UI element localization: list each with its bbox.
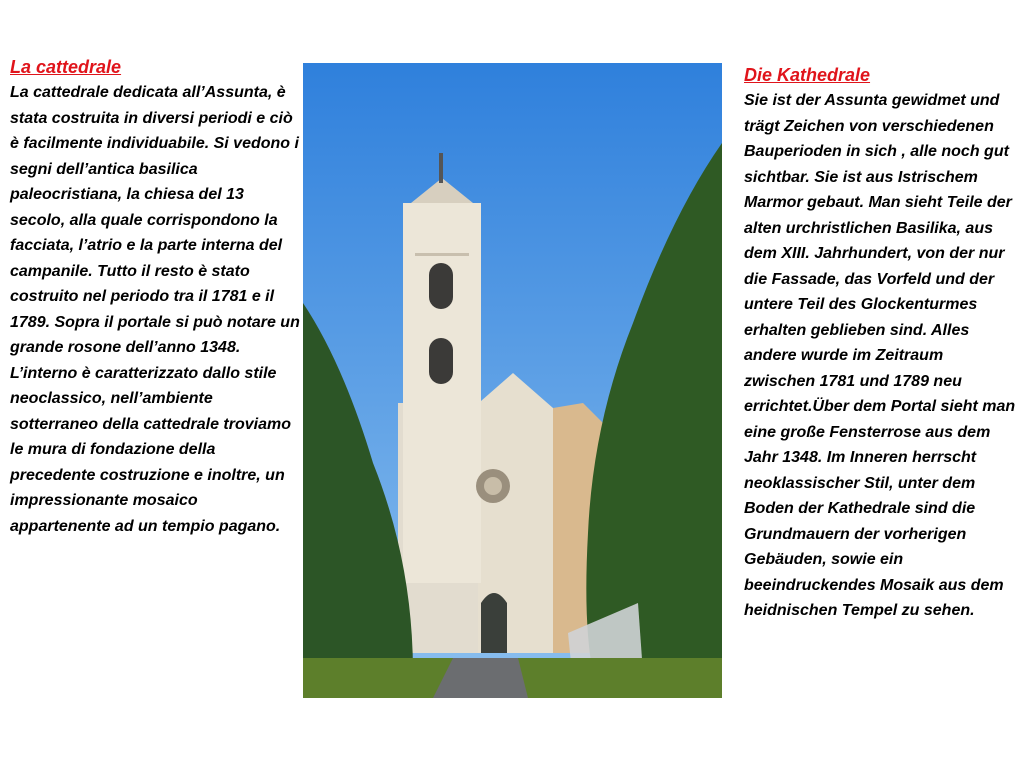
- german-paragraph: Sie ist der Assunta gewidmet und trägt Zeichen von verschiedenen Bauperioden in sich , alle noch gut sichtbar. Sie ist aus Istrischem Marmor gebaut. Man sieht Teile der alten urchristlichen Basilika, aus dem XIII. Jahrhundert, von der nur die Fassade, das Vorfeld und der untere Teil des Glockenturmes erhalten geblieben sind. Alles andere wurde im Zeitraum zwischen 1781 und 1789 neu errichtet.Über dem Portal sieht man eine große Fensterrose aus dem Jahr 1348. Im Inneren herrscht neoklassischer Stil, unter dem Boden der Kathedrale sind die Grundmauern der vorherigen Gebäuden, sowie ein beeindruckendes Mosaik aus dem heidnischen Tempel zu sehen.: [744, 92, 1016, 619]
- bell-tower: [403, 203, 481, 583]
- portal: [481, 593, 507, 653]
- italian-title: La cattedrale: [10, 57, 122, 77]
- italian-paragraph: La cattedrale dedicata all’Assunta, è stata costruita in diversi periodi e ciò è facilmente individuabile. Si vedono i segni dell’antica basilica paleocristiana, la chiesa del 13 secolo, alla quale corrispondono la facciata, l’atrio e la parte interna del campanile. Tutto il resto è stato costruito nel periodo tra il 1781 e il 1789. Sopra il portale si può notare un grande rosone dell’anno 1348. L’interno è caratterizzato dallo stile neoclassico, nell’ambiente sotterraneo della cattedrale troviamo le mura di fondazione della precedente costruzione e inoltre, un impressionante mosaico appartenente ad un tempio pagano.: [10, 84, 300, 535]
- german-title: Die Kathedrale: [744, 65, 871, 85]
- cathedral-photo: [303, 63, 722, 698]
- italian-text-block: [10, 55, 300, 539]
- german-text-block: [744, 63, 1016, 624]
- cathedral-illustration: [303, 63, 722, 698]
